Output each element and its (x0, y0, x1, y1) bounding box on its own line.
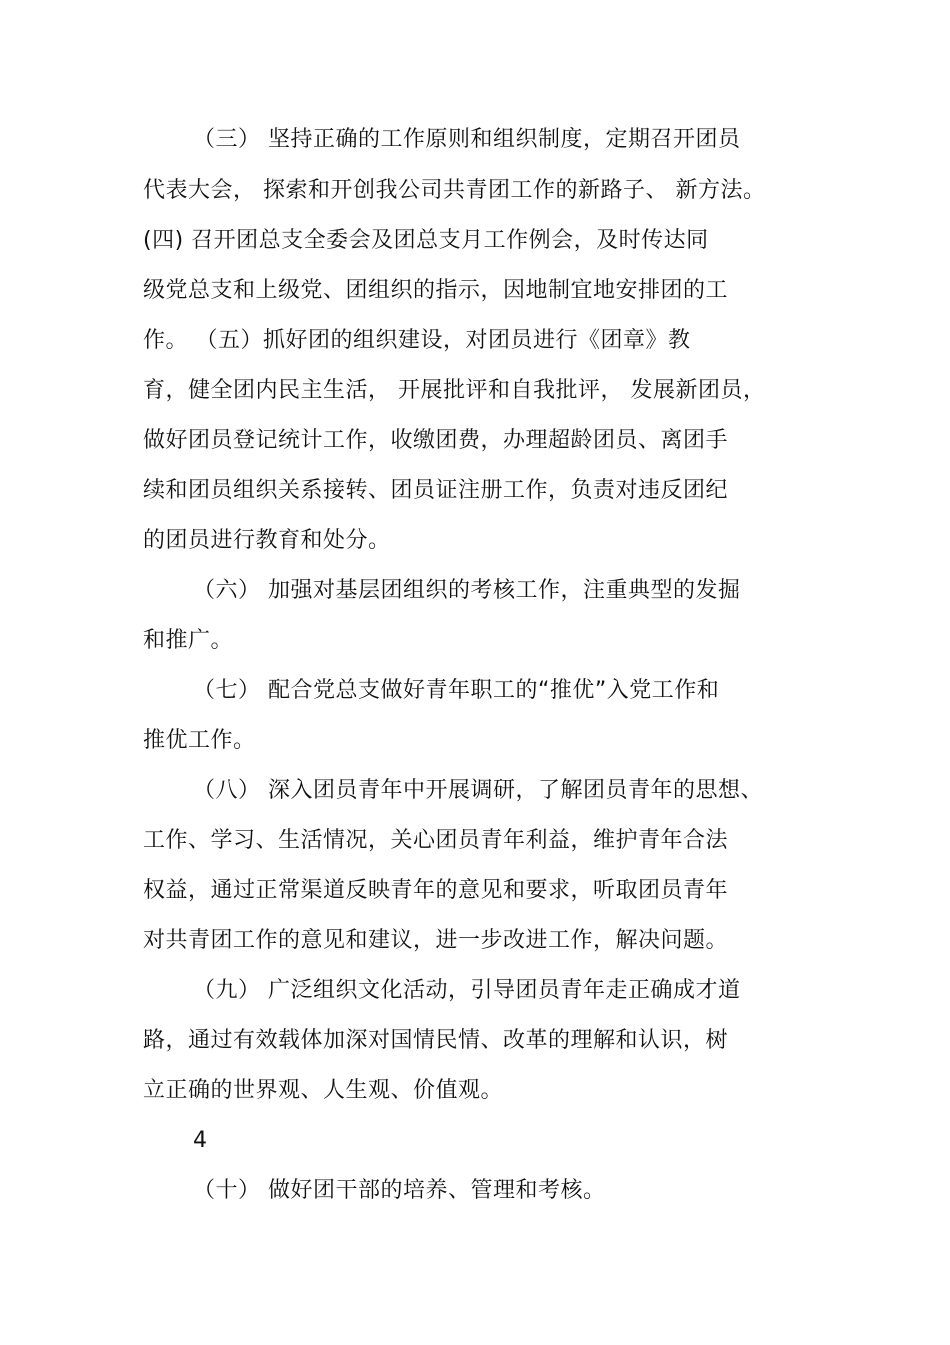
text-line-12: （七） 配合党总支做好青年职工的“推优”入党工作和 (193, 678, 720, 703)
text-line-16: 权益，通过正常渠道反映青年的意见和要求，听取团员青年 (143, 878, 729, 903)
text-line-6: 育，健全团内民主生活， 开展批评和自我批评， 发展新团员， (143, 378, 766, 403)
text-line-4: 级党总支和上级党、团组织的指示，因地制宜地安排团的工 (143, 278, 729, 303)
text-line-7: 做好团员登记统计工作，收缴团费，办理超龄团员、离团手 (143, 428, 729, 453)
text-line-18: （九） 广泛组织文化活动，引导团员青年走正确成才道 (193, 978, 741, 1003)
page-number: 4 (193, 1128, 208, 1153)
text-line-2: 代表大会， 探索和开创我公司共青团工作的新路子、 新方法。 (143, 178, 766, 203)
text-line-9: 的团员进行教育和处分。 (143, 528, 391, 553)
text-line-19: 路，通过有效载体加深对国情民情、改革的理解和认识，树 (143, 1028, 729, 1053)
text-line-15: 工作、学习、生活情况，关心团员青年利益，维护青年合法 (143, 828, 729, 853)
text-line-3: (四) 召开团总支全委会及团总支月工作例会，及时传达同 (143, 228, 709, 253)
text-line-13: 推优工作。 (143, 728, 256, 753)
text-line-10: （六） 加强对基层团组织的考核工作，注重典型的发掘 (193, 578, 741, 603)
text-line-8: 续和团员组织关系接转、团员证注册工作，负责对违反团纪 (143, 478, 729, 503)
text-line-21: （十） 做好团干部的培养、管理和考核。 (193, 1178, 606, 1203)
text-line-11: 和推广。 (143, 628, 234, 653)
text-line-1: （三） 坚持正确的工作原则和组织制度，定期召开团员 (193, 127, 741, 152)
text-line-17: 对共青团工作的意见和建议，进一步改进工作，解决问题。 (143, 928, 729, 953)
text-line-20: 立正确的世界观、人生观、价值观。 (143, 1078, 504, 1103)
text-line-5: 作。 （五）抓好团的组织建设，对团员进行《团章》教 (143, 328, 691, 353)
text-line-14: （八） 深入团员青年中开展调研，了解团员青年的思想、 (193, 778, 763, 803)
